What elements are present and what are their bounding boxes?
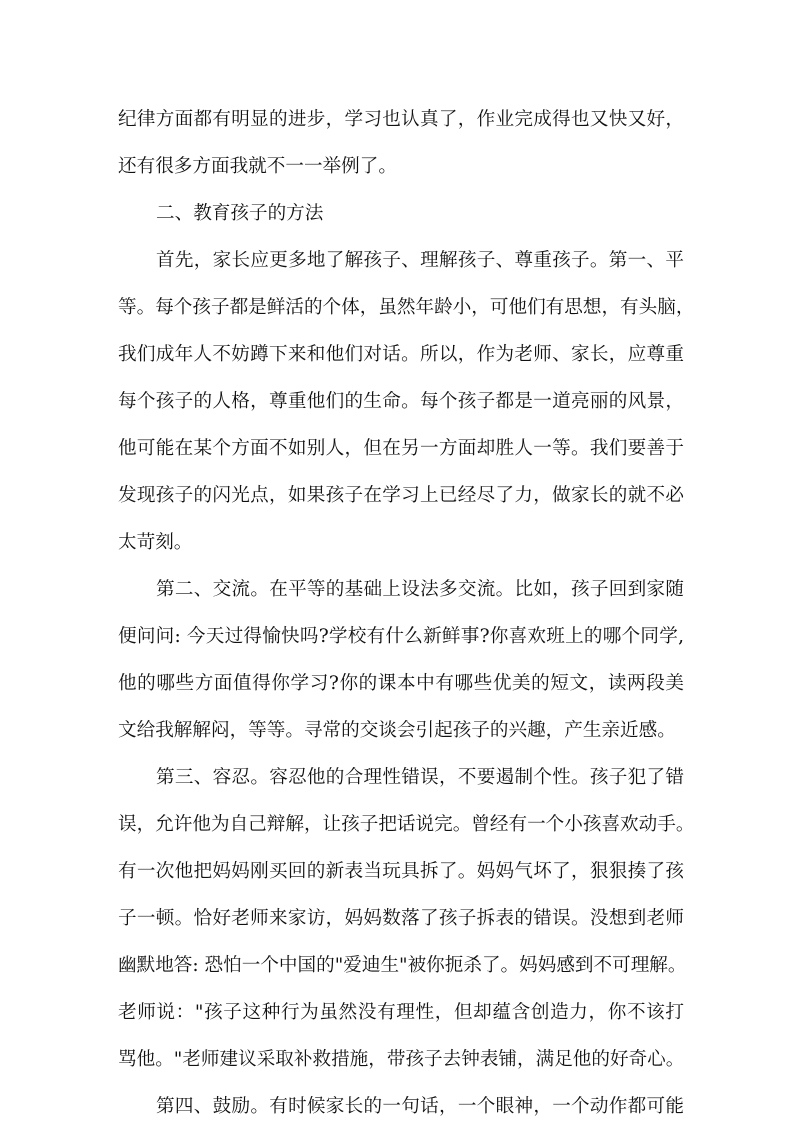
text-line-2: 还有很多方面我就不一一举例了。 [118,156,397,177]
text-line-6: 我们成年人不妨蹲下来和他们对话。所以，作为老师、家长，应尊重 [118,344,684,365]
text-line-20: 老师说："孩子这种行为虽然没有理性，但却蕴含创造力，你不该打 [118,1002,684,1023]
section-heading: 二、教育孩子的方法 [156,203,324,224]
text-line-12: 便问问: 今天过得愉快吗?学校有什么新鲜事?你喜欢班上的哪个同学, [118,626,684,647]
text-line-4: 首先，家长应更多地了解孩子、理解孩子、尊重孩子。第一、平 [156,250,684,271]
text-line-9: 发现孩子的闪光点，如果孩子在学习上已经尽了力，做家长的就不必 [118,485,684,506]
text-line-1: 纪律方面都有明显的进步，学习也认真了，作业完成得也又快又好， [118,109,684,130]
text-line-10: 太苛刻。 [118,532,193,553]
text-line-11: 第二、交流。在平等的基础上设法多交流。比如，孩子回到家随 [156,579,684,600]
text-line-5: 等。每个孩子都是鲜活的个体，虽然年龄小，可他们有思想，有头脑， [118,297,695,318]
text-line-16: 误，允许他为自己辩解，让孩子把话说完。曾经有一个小孩喜欢动手。 [118,814,695,835]
text-line-22: 第四、鼓励。有时候家长的一句话，一个眼神，一个动作都可能 [156,1096,684,1117]
text-line-19: 幽默地答: 恐怕一个中国的"爱迪生"被你扼杀了。妈妈感到不可理解。 [118,955,687,976]
document-body [118,96,695,1130]
text-line-7: 每个孩子的人格，尊重他们的生命。每个孩子都是一道亮丽的风景， [118,391,684,412]
text-line-15: 第三、容忍。容忍他的合理性错误，不要遏制个性。孩子犯了错 [156,767,684,788]
text-line-18: 子一顿。恰好老师来家访，妈妈数落了孩子拆表的错误。没想到老师 [118,908,684,929]
text-line-21: 骂他。"老师建议采取补救措施，带孩子去钟表铺，满足他的好奇心。 [118,1049,685,1070]
text-line-17: 有一次他把妈妈刚买回的新表当玩具拆了。妈妈气坏了，狠狠揍了孩 [118,861,684,882]
text-line-14: 文给我解解闷，等等。寻常的交谈会引起孩子的兴趣，产生亲近感。 [118,720,676,741]
text-line-13: 他的哪些方面值得你学习?你的课本中有哪些优美的短文，读两段美 [118,673,684,694]
text-line-8: 他可能在某个方面不如别人，但在另一方面却胜人一等。我们要善于 [118,438,684,459]
